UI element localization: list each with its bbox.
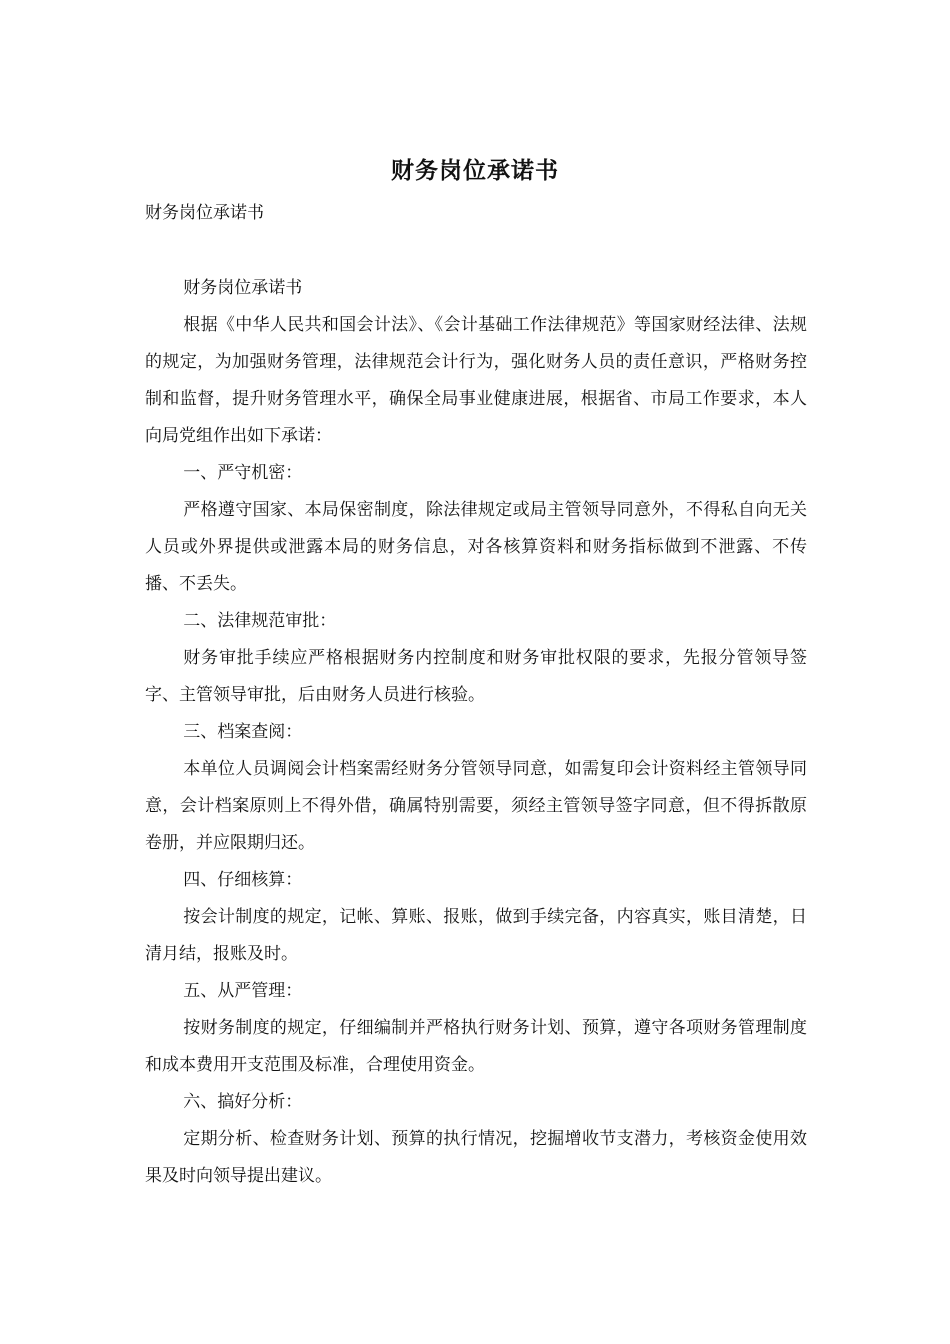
- body-heading: 财务岗位承诺书: [183, 278, 303, 298]
- section-heading-1: 一、严守机密：: [183, 463, 303, 483]
- document-subtitle: 财务岗位承诺书: [145, 203, 264, 223]
- section-paragraph-4: 按会计制度的规定，记帐、算账、报账，做到手续完备，内容真实，账目清楚，日清月结，报账及时。: [145, 907, 807, 964]
- document-title: 财务岗位承诺书: [391, 157, 559, 184]
- section-heading-3: 三、档案查阅：: [183, 722, 303, 742]
- section-heading-2: 二、法律规范审批：: [183, 611, 337, 631]
- section-paragraph-6: 定期分析、检查财务计划、预算的执行情况，挖掘增收节支潜力，考核资金使用效果及时向领导提出建议。: [145, 1129, 807, 1186]
- section-heading-5: 五、从严管理：: [183, 981, 303, 1001]
- document-body: [145, 270, 807, 1195]
- intro-paragraph: 根据《中华人民共和国会计法》、《会计基础工作法律规范》等国家财经法律、法规的规定，为加强财务管理，法律规范会计行为，强化财务人员的责任意识，严格财务控制和监督，提升财务管理水平，确保全局事业健康进展，根据省、市局工作要求，本人向局党组作出如下承诺：: [145, 315, 807, 446]
- section-heading-4: 四、仔细核算：: [183, 870, 303, 890]
- section-heading-6: 六、搞好分析：: [183, 1092, 303, 1112]
- section-paragraph-2: 财务审批手续应严格根据财务内控制度和财务审批权限的要求，先报分管领导签字、主管领导审批，后由财务人员进行核验。: [145, 648, 807, 705]
- section-paragraph-1: 严格遵守国家、本局保密制度，除法律规定或局主管领导同意外，不得私自向无关人员或外界提供或泄露本局的财务信息，对各核算资料和财务指标做到不泄露、不传播、不丢失。: [145, 500, 807, 594]
- section-paragraph-5: 按财务制度的规定，仔细编制并严格执行财务计划、预算，遵守各项财务管理制度和成本费用开支范围及标准，合理使用资金。: [145, 1018, 807, 1075]
- section-paragraph-3: 本单位人员调阅会计档案需经财务分管领导同意，如需复印会计资料经主管领导同意，会计档案原则上不得外借，确属特别需要，须经主管领导签字同意，但不得拆散原卷册，并应限期归还。: [145, 759, 807, 853]
